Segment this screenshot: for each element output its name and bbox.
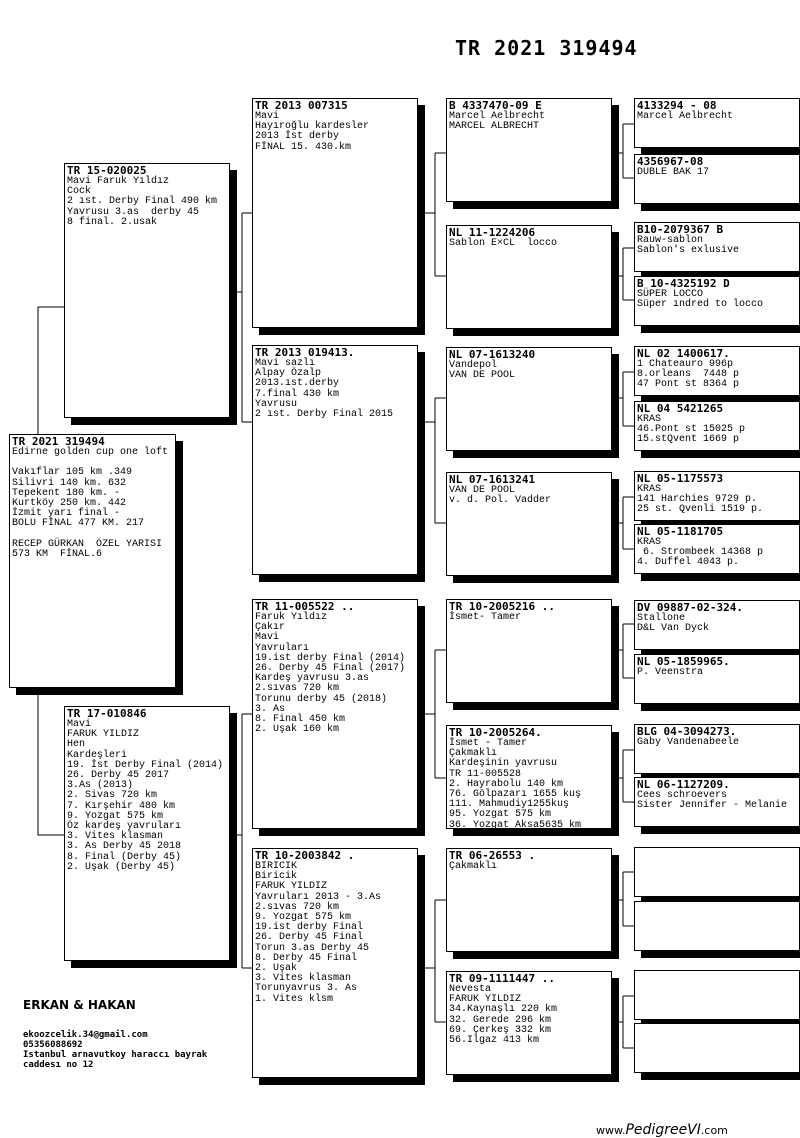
ring-number: TR 11-005522 .. (255, 600, 355, 613)
pigeon-details: KRAS 46.Pont st 15025 p 15.stQvent 1669 p (637, 414, 746, 446)
grandparent-card[interactable] (252, 848, 418, 1078)
pigeon-details: Vandepol VAN DE POOL (449, 360, 516, 382)
page-title: TR 2021 319494 (455, 36, 638, 60)
ring-number: TR 2013 019413. (255, 346, 355, 359)
ring-number: TR 06-26553 . (449, 849, 536, 862)
ring-number: NL 02 1400617. (637, 347, 730, 360)
pigeon-details: Mavi FARUK YILDIZ Hen Kardeşleri 19. İst Derby Final (2014) 26. Derby 45 2017 3.As (2013) 2. Sivas 720 km 7. Kırşehir 480 km 9. Yozgat 575 km Öz kardeş yavruları 3. Vites klasman 3. As Derby 45 2018 8. Final (Derby 45) 2. Uşak (Derby 45) (67, 719, 224, 873)
pigeon-details: DUBLE BAK 17 (637, 167, 710, 178)
pigeon-details: Çakmaklı (449, 861, 498, 872)
great-grandparent-card[interactable] (446, 599, 612, 703)
ring-number: TR 15-020025 (67, 164, 147, 177)
great-grandparent-card[interactable] (446, 725, 612, 829)
subject-card[interactable] (9, 434, 176, 688)
ancestor-card[interactable] (634, 346, 800, 396)
pigeon-details: Mavi sazlı Alpay Özalp 2013.ıst.derby 7.final 430 km Yavrusu 2 ıst. Derby Final 2015 (255, 358, 394, 421)
grandparent-card[interactable] (252, 599, 418, 829)
pigeon-details: Faruk Yıldız Çakır Mavi Yavruları 19.ist derby Final (2014) 26. Derby 45 Final (2017) Kardeş yavrusu 3.as 2.sıvas 720 km Torunu derby 45 (2018) 3. As 8. Final 450 km 2. Uşak 160 km (255, 612, 406, 736)
pigeon-details: Mavi Hayıroğlu kardesler 2013 İst derby FİNAL 15. 430.km (255, 111, 370, 153)
pigeon-details: KRAS 6. Strombeek 14368 p 4. Duffel 4043 p. (637, 537, 764, 569)
pigeon-details: Sablon E×CL locco (449, 238, 558, 249)
ring-number: TR 2013 007315 (255, 99, 348, 112)
grandparent-card[interactable] (252, 345, 418, 575)
ring-number: NL 05-1859965. (637, 655, 730, 668)
ancestor-card[interactable] (634, 471, 800, 521)
pigeon-details: Marcel Aelbrecht (637, 111, 734, 122)
ring-number: TR 17-010846 (67, 707, 147, 720)
pigeon-details: BIRICIK Biricik FARUK YILDIZ Yavruları 2013 - 3.As 2.sıvas 720 km 9. Yozgat 575 km 19.ist derby Final 26. Derby 45 Final Torun 3.as Derby 45 8. Derby 45 Final 2. Uşak 3. Vites klasman Torunyavrus 3. As 1. Vites klsm (255, 861, 382, 1005)
pigeon-details: 1 Chateauro 996p 8.orleans 7448 p 47 Pont st 8364 p (637, 359, 740, 391)
ancestor-card[interactable] (634, 847, 800, 897)
great-grandparent-card[interactable] (446, 98, 612, 202)
pigeon-details: İsmet - Tamer Çakmaklı Kardeşinin yavrusu TR 11-005528 2. Hayrabolu 140 km 76. Gölpazarı 1655 kuş 111. Mahmudiy1255kuş 95. Yozgat 575 km 36. Yozgat Aksa5635 km (449, 738, 582, 829)
ancestor-card[interactable] (634, 276, 800, 326)
dam-card[interactable] (64, 706, 230, 961)
ancestor-card[interactable] (634, 1023, 800, 1073)
pigeon-details: Edirne golden cup one loft Vakıflar 105 km .349 Silivri 140 km. 632 Tepekent 180 km. - Kurtköy 250 km. 442 İzmit yarı final - BOLU FİNAL 477 KM. 217 RECEP GÜRKAN ÖZEL YARISI 573 KM FİNAL.6 (12, 447, 169, 561)
ancestor-card[interactable] (634, 777, 800, 827)
great-grandparent-card[interactable] (446, 971, 612, 1075)
pigeon-details: P. Veenstra (637, 667, 704, 678)
ancestor-card[interactable] (634, 600, 800, 650)
ancestor-card[interactable] (634, 401, 800, 451)
pigeon-details: Rauw-sablon Sablon's exlusive (637, 235, 740, 257)
sire-card[interactable] (64, 163, 230, 418)
pigeon-details: KRAS 141 Harchies 9729 p. 25 st. Qvenli 1519 p. (637, 484, 764, 516)
ancestor-card[interactable] (634, 901, 800, 951)
great-grandparent-card[interactable] (446, 225, 612, 329)
footer-suffix: .com (700, 1124, 728, 1137)
ring-number: 4356967-08 (637, 155, 704, 168)
ancestor-card[interactable] (634, 654, 800, 704)
ring-number: NL 07-1613240 (449, 348, 536, 361)
owner-address: Istanbul arnavutkoy haraccı bayrak caddesı no 12 (23, 1050, 213, 1070)
ring-number: B 10-4325192 D (637, 277, 730, 290)
ring-number: B 4337470-09 E (449, 99, 542, 112)
ring-number: NL 05-1181705 (637, 525, 724, 538)
footer-brand: PedigreeVI (625, 1122, 701, 1138)
ancestor-card[interactable] (634, 154, 800, 204)
ring-number: NL 04 5421265 (637, 402, 724, 415)
pigeon-details: İsmet- Tamer (449, 612, 522, 623)
ring-number: NL 06-1127209. (637, 778, 730, 791)
grandparent-card[interactable] (252, 98, 418, 328)
great-grandparent-card[interactable] (446, 848, 612, 952)
ancestor-card[interactable] (634, 98, 800, 148)
ring-number: TR 10-2003842 . (255, 849, 355, 862)
ring-number: 4133294 - 08 (637, 99, 717, 112)
ring-number: NL 11-1224206 (449, 226, 536, 239)
ring-number: TR 10-2005264. (449, 726, 542, 739)
pigeon-details: Gaby Vandenabeele (637, 737, 740, 748)
ring-number: NL 05-1175573 (637, 472, 724, 485)
ancestor-card[interactable] (634, 524, 800, 574)
ring-number: DV 09887-02-324. (637, 601, 743, 614)
ring-number: NL 07-1613241 (449, 473, 536, 486)
owner-phone: 05356088692 (23, 1040, 83, 1050)
pigeon-details: Stallone D&L Van Dyck (637, 613, 710, 635)
ancestor-card[interactable] (634, 222, 800, 272)
owner-contact (23, 1030, 238, 1070)
pigeon-details: Cees schroevers Sister Jennifer - Melanie (637, 790, 788, 812)
pigeon-details: VAN DE POOL v. d. Pol. Vadder (449, 485, 552, 507)
ancestor-card[interactable] (634, 970, 800, 1020)
pigeon-details: SÜPER LOCCO Süper ındred to locco (637, 289, 764, 311)
pigeon-details: Mavi Faruk Yıldız Cock 2 ıst. Derby Final 490 km Yavrusu 3.as derby 45 8 final. 2.usak (67, 176, 218, 228)
owner-name: ERKAN & HAKAN (23, 998, 136, 1012)
ring-number: TR 09-1111447 .. (449, 972, 555, 985)
pigeon-details: Nevesta FARUK YILDIZ 34.Kaynaşlı 220 km 32. Gerede 296 km 69. Çerkeş 332 km 56.Ilgaz 413 km (449, 984, 558, 1047)
ring-number: TR 2021 319494 (12, 435, 105, 448)
ring-number: BLG 04-3094273. (637, 725, 737, 738)
great-grandparent-card[interactable] (446, 472, 612, 576)
ring-number: TR 10-2005216 .. (449, 600, 555, 613)
ring-number: B10-2079367 B (637, 223, 724, 236)
pigeon-details: Marcel Aelbrecht MARCEL ALBRECHT (449, 111, 546, 133)
footer-prefix: www. (596, 1124, 626, 1137)
owner-email[interactable]: ekoozcelik.34@gmail.com (23, 1030, 148, 1040)
great-grandparent-card[interactable] (446, 347, 612, 451)
ancestor-card[interactable] (634, 724, 800, 774)
